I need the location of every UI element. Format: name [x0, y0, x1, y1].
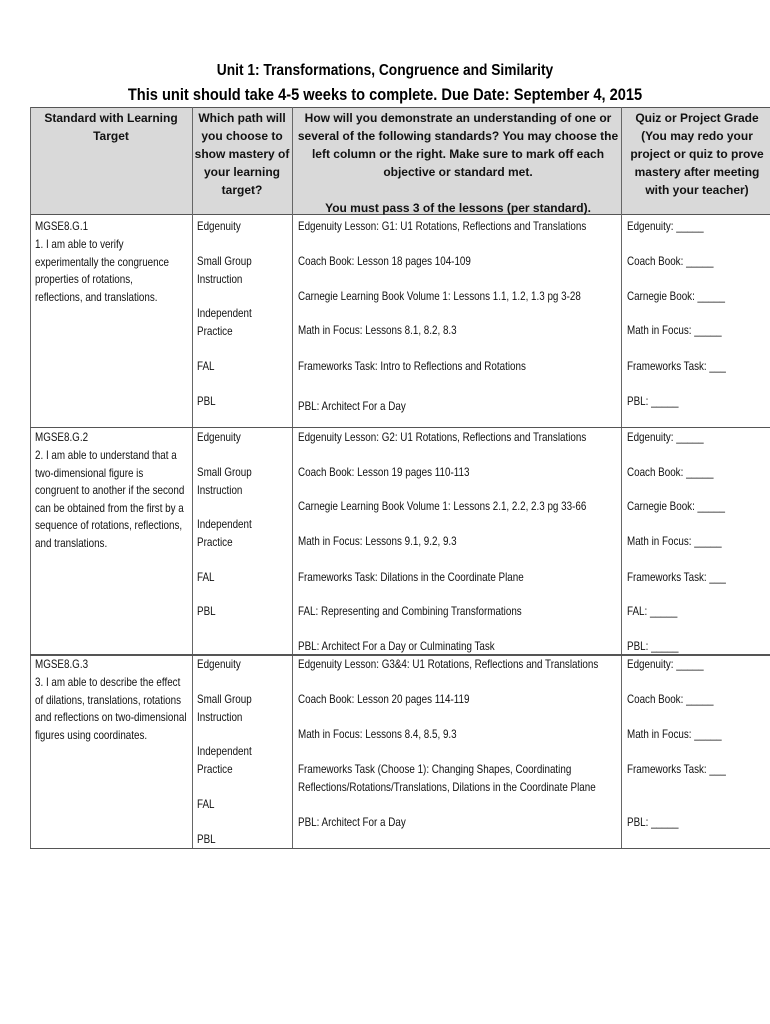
standard-code: MGSE8.G.1 — [35, 219, 89, 233]
column-divider-1 — [192, 107, 193, 848]
grade-blank: Carnegie Book: _____ — [627, 499, 725, 513]
lesson-item: Frameworks Task (Choose 1): Changing Shapes, Coordinating Reflections/Rotations/Translations, Dilations in the Coordinate Plane — [298, 762, 596, 794]
lesson-item: Carnegie Learning Book Volume 1: Lessons 1.1, 1.2, 1.3 pg 3-28 — [298, 289, 581, 303]
lesson-item: Frameworks Task: Intro to Reflections and Rotations — [298, 359, 526, 373]
lesson-item: PBL: Architect For a Day — [298, 399, 406, 413]
path-option: Edgenuity — [197, 219, 241, 233]
lesson-item: PBL: Architect For a Day — [298, 815, 406, 829]
path-option: Independent Practice — [197, 744, 252, 776]
lesson-item: Coach Book: Lesson 20 pages 114-119 — [298, 692, 470, 706]
grade-blank: Math in Focus: _____ — [627, 534, 722, 548]
lesson-item: Edgenuity Lesson: G2: U1 Rotations, Reflections and Translations — [298, 430, 587, 444]
grade-blank: FAL: _____ — [627, 604, 678, 618]
lesson-item: Coach Book: Lesson 18 pages 104-109 — [298, 254, 471, 268]
column-divider-3 — [621, 107, 622, 848]
header-demonstrate: How will you demonstrate an understanding of one or several of the following standards? You may choose the left column or the right. Make sure to mark off each objective or standard met. You must pass 3 of the lessons (per standard). — [297, 111, 619, 215]
path-option: Small Group Instruction — [197, 465, 252, 497]
path-option: Independent Practice — [197, 306, 252, 338]
lesson-item: Carnegie Learning Book Volume 1: Lessons 2.1, 2.2, 2.3 pg 33-66 — [298, 499, 587, 513]
table-border-bottom — [30, 848, 770, 849]
grade-blank: Frameworks Task: ___ — [627, 570, 726, 584]
path-option: Edgenuity — [197, 430, 241, 444]
header-path: Which path will you choose to show mastery of your learning target? — [194, 111, 290, 197]
row-divider-1 — [30, 427, 770, 428]
path-option: PBL — [197, 832, 216, 846]
lesson-item: Math in Focus: Lessons 9.1, 9.2, 9.3 — [298, 534, 457, 548]
path-option: PBL — [197, 394, 216, 408]
lesson-item: PBL: Architect For a Day or Culminating Task — [298, 639, 495, 653]
lesson-item: FAL: Representing and Combining Transformations — [298, 604, 522, 618]
page-subtitle: This unit should take 4-5 weeks to complete. Due Date: September 4, 2015 — [127, 85, 643, 104]
grade-blank: PBL: _____ — [627, 639, 679, 653]
standard-code: MGSE8.G.2 — [35, 430, 89, 444]
grade-blank: Edgenuity: _____ — [627, 219, 704, 233]
standard-code: MGSE8.G.3 — [35, 657, 89, 671]
header-demonstrate-note: You must pass 3 of the lessons (per standard). — [325, 201, 591, 215]
lesson-item: Coach Book: Lesson 19 pages 110-113 — [298, 465, 470, 479]
lesson-item: Math in Focus: Lessons 8.1, 8.2, 8.3 — [298, 323, 457, 337]
grade-blank: Frameworks Task: ___ — [627, 762, 726, 776]
grade-blank: Coach Book: _____ — [627, 254, 714, 268]
path-option: Small Group Instruction — [197, 254, 252, 286]
lesson-item: Math in Focus: Lessons 8.4, 8.5, 9.3 — [298, 727, 457, 741]
grade-blank: Edgenuity: _____ — [627, 657, 704, 671]
header-standard: Standard with Learning Target — [44, 111, 178, 143]
grade-blank: Frameworks Task: ___ — [627, 359, 726, 373]
header-quiz: Quiz or Project Grade (You may redo your project or quiz to prove mastery after meeting with your teacher) — [630, 111, 764, 197]
path-option: FAL — [197, 359, 215, 373]
path-option: FAL — [197, 797, 215, 811]
grade-blank: PBL: _____ — [627, 394, 679, 408]
path-option: Independent Practice — [197, 517, 252, 549]
grade-blank: Math in Focus: _____ — [627, 727, 722, 741]
grade-blank: Coach Book: _____ — [627, 692, 714, 706]
path-option: Edgenuity — [197, 657, 241, 671]
lesson-item: Frameworks Task: Dilations in the Coordinate Plane — [298, 570, 524, 584]
learning-target: 2. I am able to understand that a two-dimensional figure is congruent to another if the second can be obtained from the first by a sequence of rotations, reflections, and translations. — [35, 448, 185, 550]
lesson-item: Edgenuity Lesson: G1: U1 Rotations, Reflections and Translations — [298, 219, 587, 233]
page-title: Unit 1: Transformations, Congruence and Similarity — [216, 62, 554, 79]
learning-target: 1. I am able to verify experimentally the congruence properties of rotations, reflections, and translations. — [35, 237, 170, 304]
table-border-left — [30, 107, 31, 848]
grade-blank: Edgenuity: _____ — [627, 430, 704, 444]
path-option: Small Group Instruction — [197, 692, 252, 724]
lesson-item: Edgenuity Lesson: G3&4: U1 Rotations, Reflections and Translations — [298, 657, 599, 671]
grade-blank: Coach Book: _____ — [627, 465, 714, 479]
grade-blank: Math in Focus: _____ — [627, 323, 722, 337]
grade-blank: PBL: _____ — [627, 815, 679, 829]
grade-blank: Carnegie Book: _____ — [627, 289, 725, 303]
column-divider-2 — [292, 107, 293, 848]
learning-target: 3. I am able to describe the effect of dilations, translations, rotations and reflections on two-dimensional figures using coordinates. — [35, 675, 187, 742]
path-option: FAL — [197, 570, 215, 584]
path-option: PBL — [197, 604, 216, 618]
